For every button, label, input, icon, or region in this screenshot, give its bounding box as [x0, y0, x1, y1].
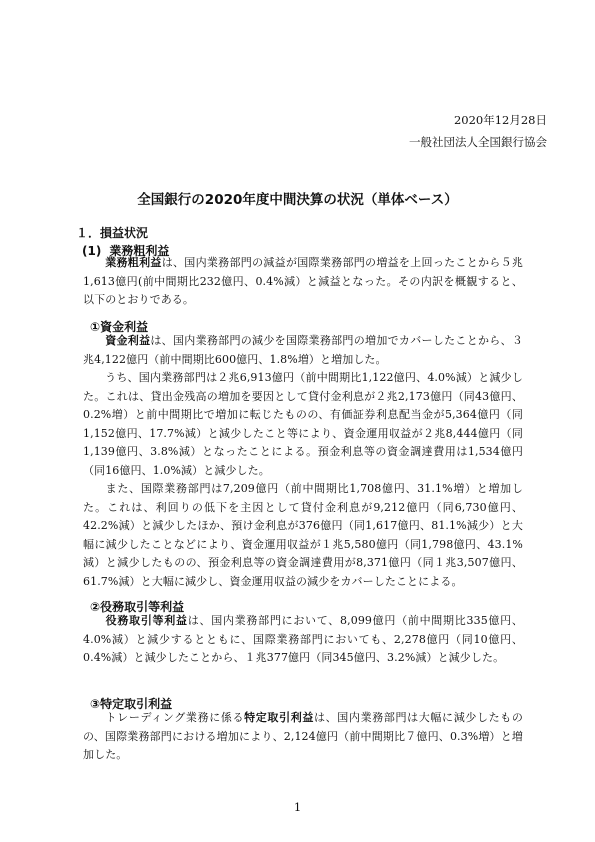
section-label: 損益状況 — [100, 226, 149, 240]
paragraph-text: は、国内業務部門の減益が国際業務部門の増益を上回ったことから５兆1,613億円(前中間期比232億円、0.4%減）と減益となった。その内訳を概観すると、以下のとおりである。 — [83, 256, 523, 306]
document-date: 2020年12月28日 — [453, 113, 547, 127]
heading-net-interest-income: ①資金利益 — [90, 320, 149, 334]
paragraph-text: は、国内業務部門において、8,099億円（前中間期比335億円、4.0%減）と減少するとともに、国際業務部門においても、2,278億円（同10億円、0.4%減）と減少したことから、１兆377億円（同345億円、3.2%減）と減少した。 — [83, 614, 523, 664]
subsection-label: 業務粗利益 — [109, 244, 170, 258]
term-trading-income: 特定取引利益 — [244, 711, 314, 724]
paragraph-fees-and-commissions — [83, 612, 523, 668]
paragraph-trading-income — [83, 709, 523, 765]
paragraph-text-lead: トレーディング業務に係る — [105, 711, 245, 724]
section-number: １． — [76, 226, 101, 240]
paragraph-text: うち、国内業務部門は２兆6,913億円（前中間期比1,122億円、4.0%減）と減少した。これは、貸出金残高の増加を要因として貸付金利息が２兆2,173億円（同43億円、0.2%増）と前中間期比で増加に転じたものの、有価証券利息配当金が5,364億円（同1,152億円、17.7%減）と減少したこと等により、資金運用収益が２兆8,444億円（同1,139億円、3.8%減）となったことによる。預金利息等の資金調達費用は1,534億円（同16億円、1.0%減）と減少した。 — [83, 371, 523, 477]
paragraph-text: は、国内業務部門の減少を国際業務部門の増加でカバーしたことから、３兆4,122億円（前中間期比600億円、1.8%増）と増加した。 — [83, 334, 523, 366]
term-fees-and-commissions: 役務取引等利益 — [105, 614, 188, 627]
issuing-organization: 一般社団法人全国銀行協会 — [409, 135, 547, 149]
paragraph-text: は、国内業務部門は大幅に減少したものの、国際業務部門における増加により、2,124億円（前中間期比７億円、0.3%増）と増加した。 — [83, 711, 523, 761]
section-heading-income — [76, 224, 148, 241]
term-interest-income: 資金利益 — [105, 334, 151, 347]
heading-trading-income: ③特定取引利益 — [90, 697, 173, 711]
paragraph-interest-income-1 — [83, 332, 523, 369]
document-title: 全国銀行の2020年度中間決算の状況（単体ベース） — [137, 192, 458, 208]
paragraph-interest-income-international — [83, 480, 523, 591]
paragraph-interest-income-domestic — [83, 369, 523, 480]
term-gross-profit: 業務粗利益 — [105, 256, 162, 269]
page-number: 1 — [293, 800, 302, 814]
paragraph-text: また、国際業務部門は7,209億円（前中間期比1,708億円、31.1%増）と増加した。これは、利回りの低下を主因として貸付金利息が9,212億円（同6,730億円、42.2%減）と減少したほか、預け金利息が376億円（同1,617億円、81.1%減少）と大幅に減少したことなどにより、資金運用収益が１兆5,580億円（同1,798億円、43.1%減）と減少したものの、預金利息等の資金調達費用が8,371億円（同１兆3,507億円、61.7%減）と大幅に減少し、資金運用収益の減少をカバーしたことによる。 — [83, 482, 523, 588]
paragraph-gross-profit — [83, 254, 523, 310]
heading-fees-and-commissions: ②役務取引等利益 — [90, 600, 185, 614]
subsection-number: (1) — [82, 244, 102, 258]
